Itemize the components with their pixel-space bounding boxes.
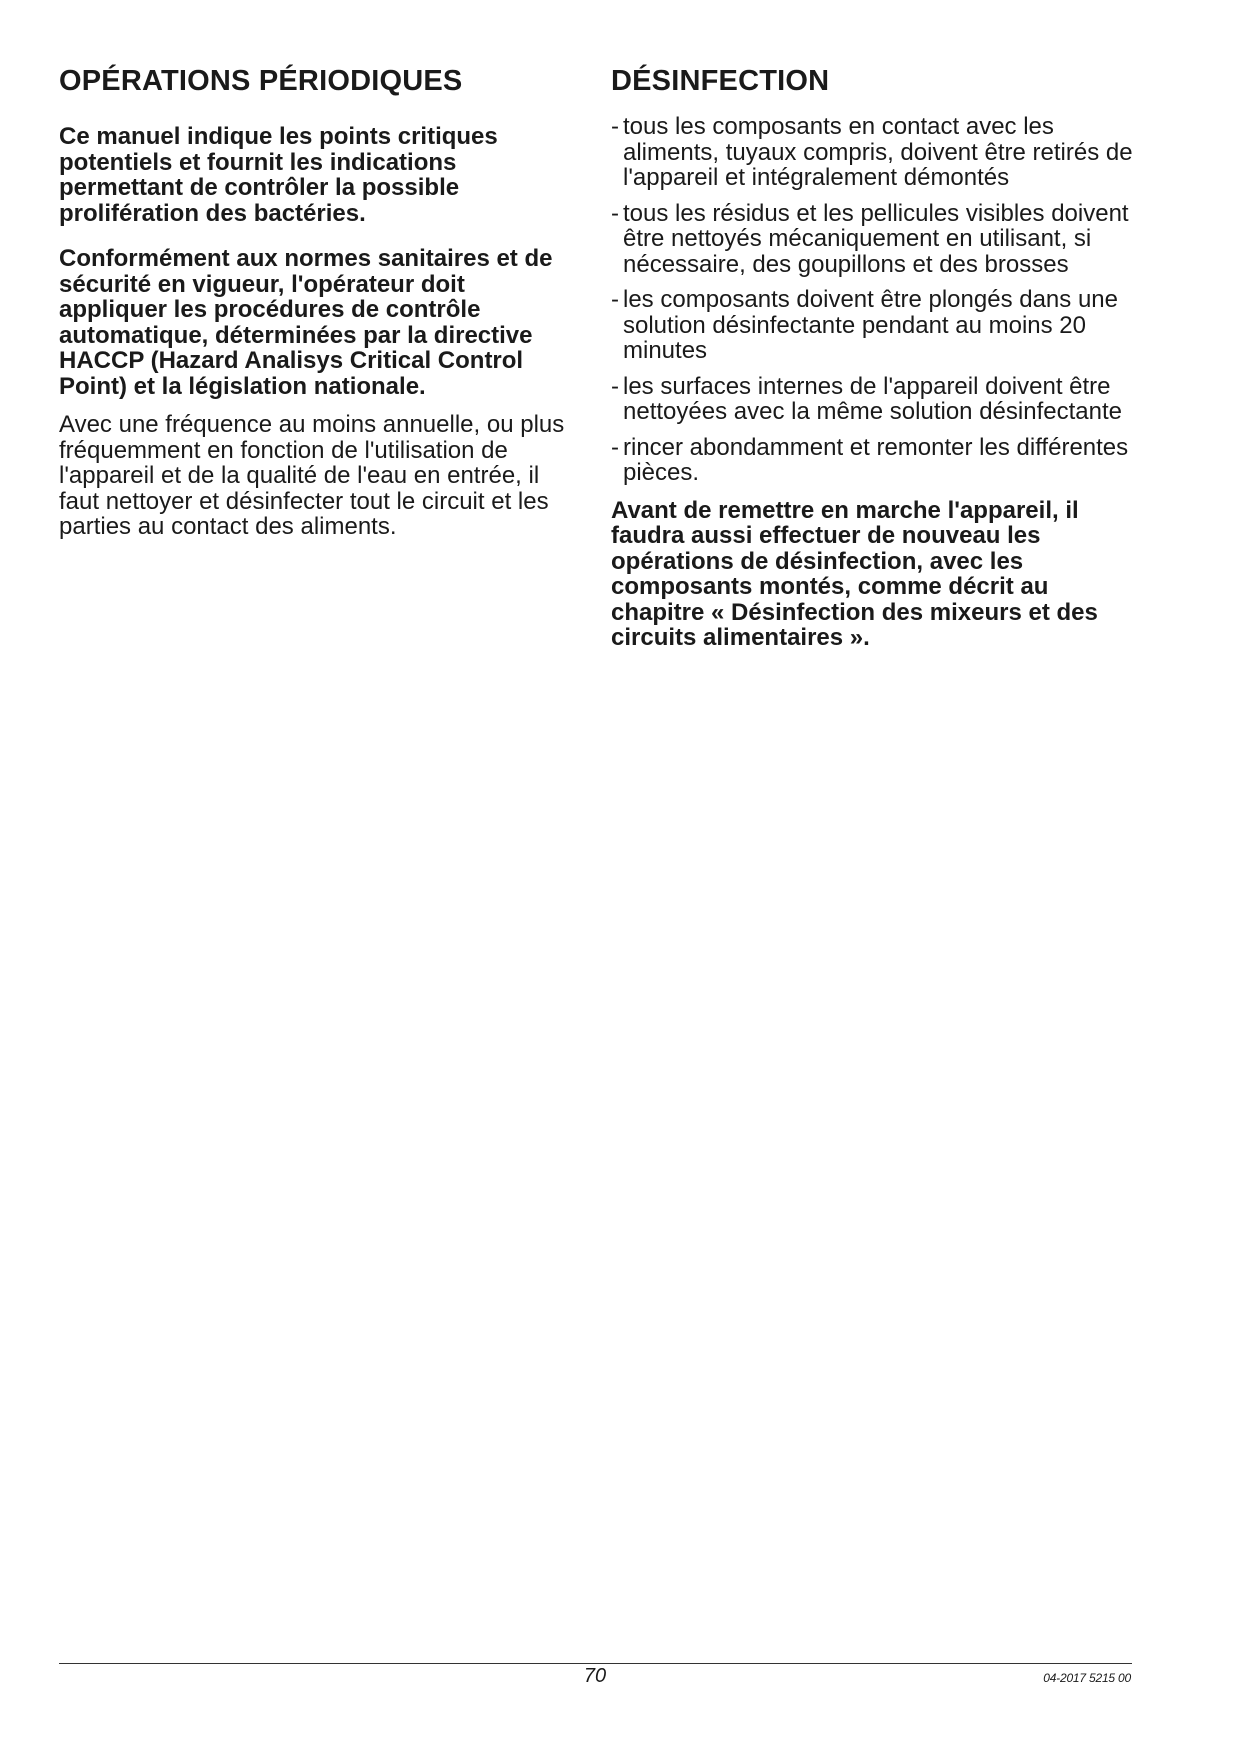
list-item: - les composants doivent être plongés dans une solution désinfectante pendant au moins 20 minutes bbox=[611, 286, 1118, 364]
intro-paragraph: Ce manuel indique les points critiques potentiels et fournit les indications permettant de contrôler la possible prolifération des bactéries. bbox=[59, 123, 498, 227]
list-item: - tous les résidus et les pellicules visibles doivent être nettoyés mécaniquement en utilisant, si nécessaire, des goupillons et des brosses bbox=[611, 199, 1129, 278]
list-item: - les surfaces internes de l'appareil doivent être nettoyées avec la même solution désinfectante bbox=[611, 372, 1122, 425]
frequency-paragraph: Avec une fréquence au moins annuelle, ou plus fréquemment en fonction de l'utilisation de l'appareil et de la qualité de l'eau en entrée, il faut nettoyer et désinfecter tout le circuit et les parties au contact des aliments. bbox=[59, 411, 565, 540]
section-heading-periodic-operations: OPÉRATIONS PÉRIODIQUES bbox=[59, 65, 463, 97]
section-heading-disinfection: DÉSINFECTION bbox=[611, 65, 830, 97]
right-column bbox=[611, 62, 1141, 671]
document-code: 04-2017 5215 00 bbox=[1043, 1671, 1131, 1685]
left-column bbox=[59, 62, 579, 560]
haccp-paragraph: Conformément aux normes sanitaires et de sécurité en vigueur, l'opérateur doit appliquer les procédures de contrôle automatique, déterminées par la directive HACCP (Hazard Analisys Critical Control Point) et la législation nationale. bbox=[59, 245, 553, 400]
restart-note: Avant de remettre en marche l'appareil, il faudra aussi effectuer de nouveau les opérations de désinfection, avec les composants montés, comme décrit au chapitre « Désinfection des mixeurs et des circuits alimentaires ». bbox=[611, 496, 1098, 651]
list-item: - tous les composants en contact avec les aliments, tuyaux compris, doivent être retirés de l'appareil et intégralement démontés bbox=[611, 113, 1133, 191]
list-item: - rincer abondamment et remonter les différentes pièces. bbox=[611, 433, 1129, 486]
disinfection-steps-list bbox=[611, 114, 1141, 486]
page-number: 70 bbox=[583, 1665, 607, 1687]
